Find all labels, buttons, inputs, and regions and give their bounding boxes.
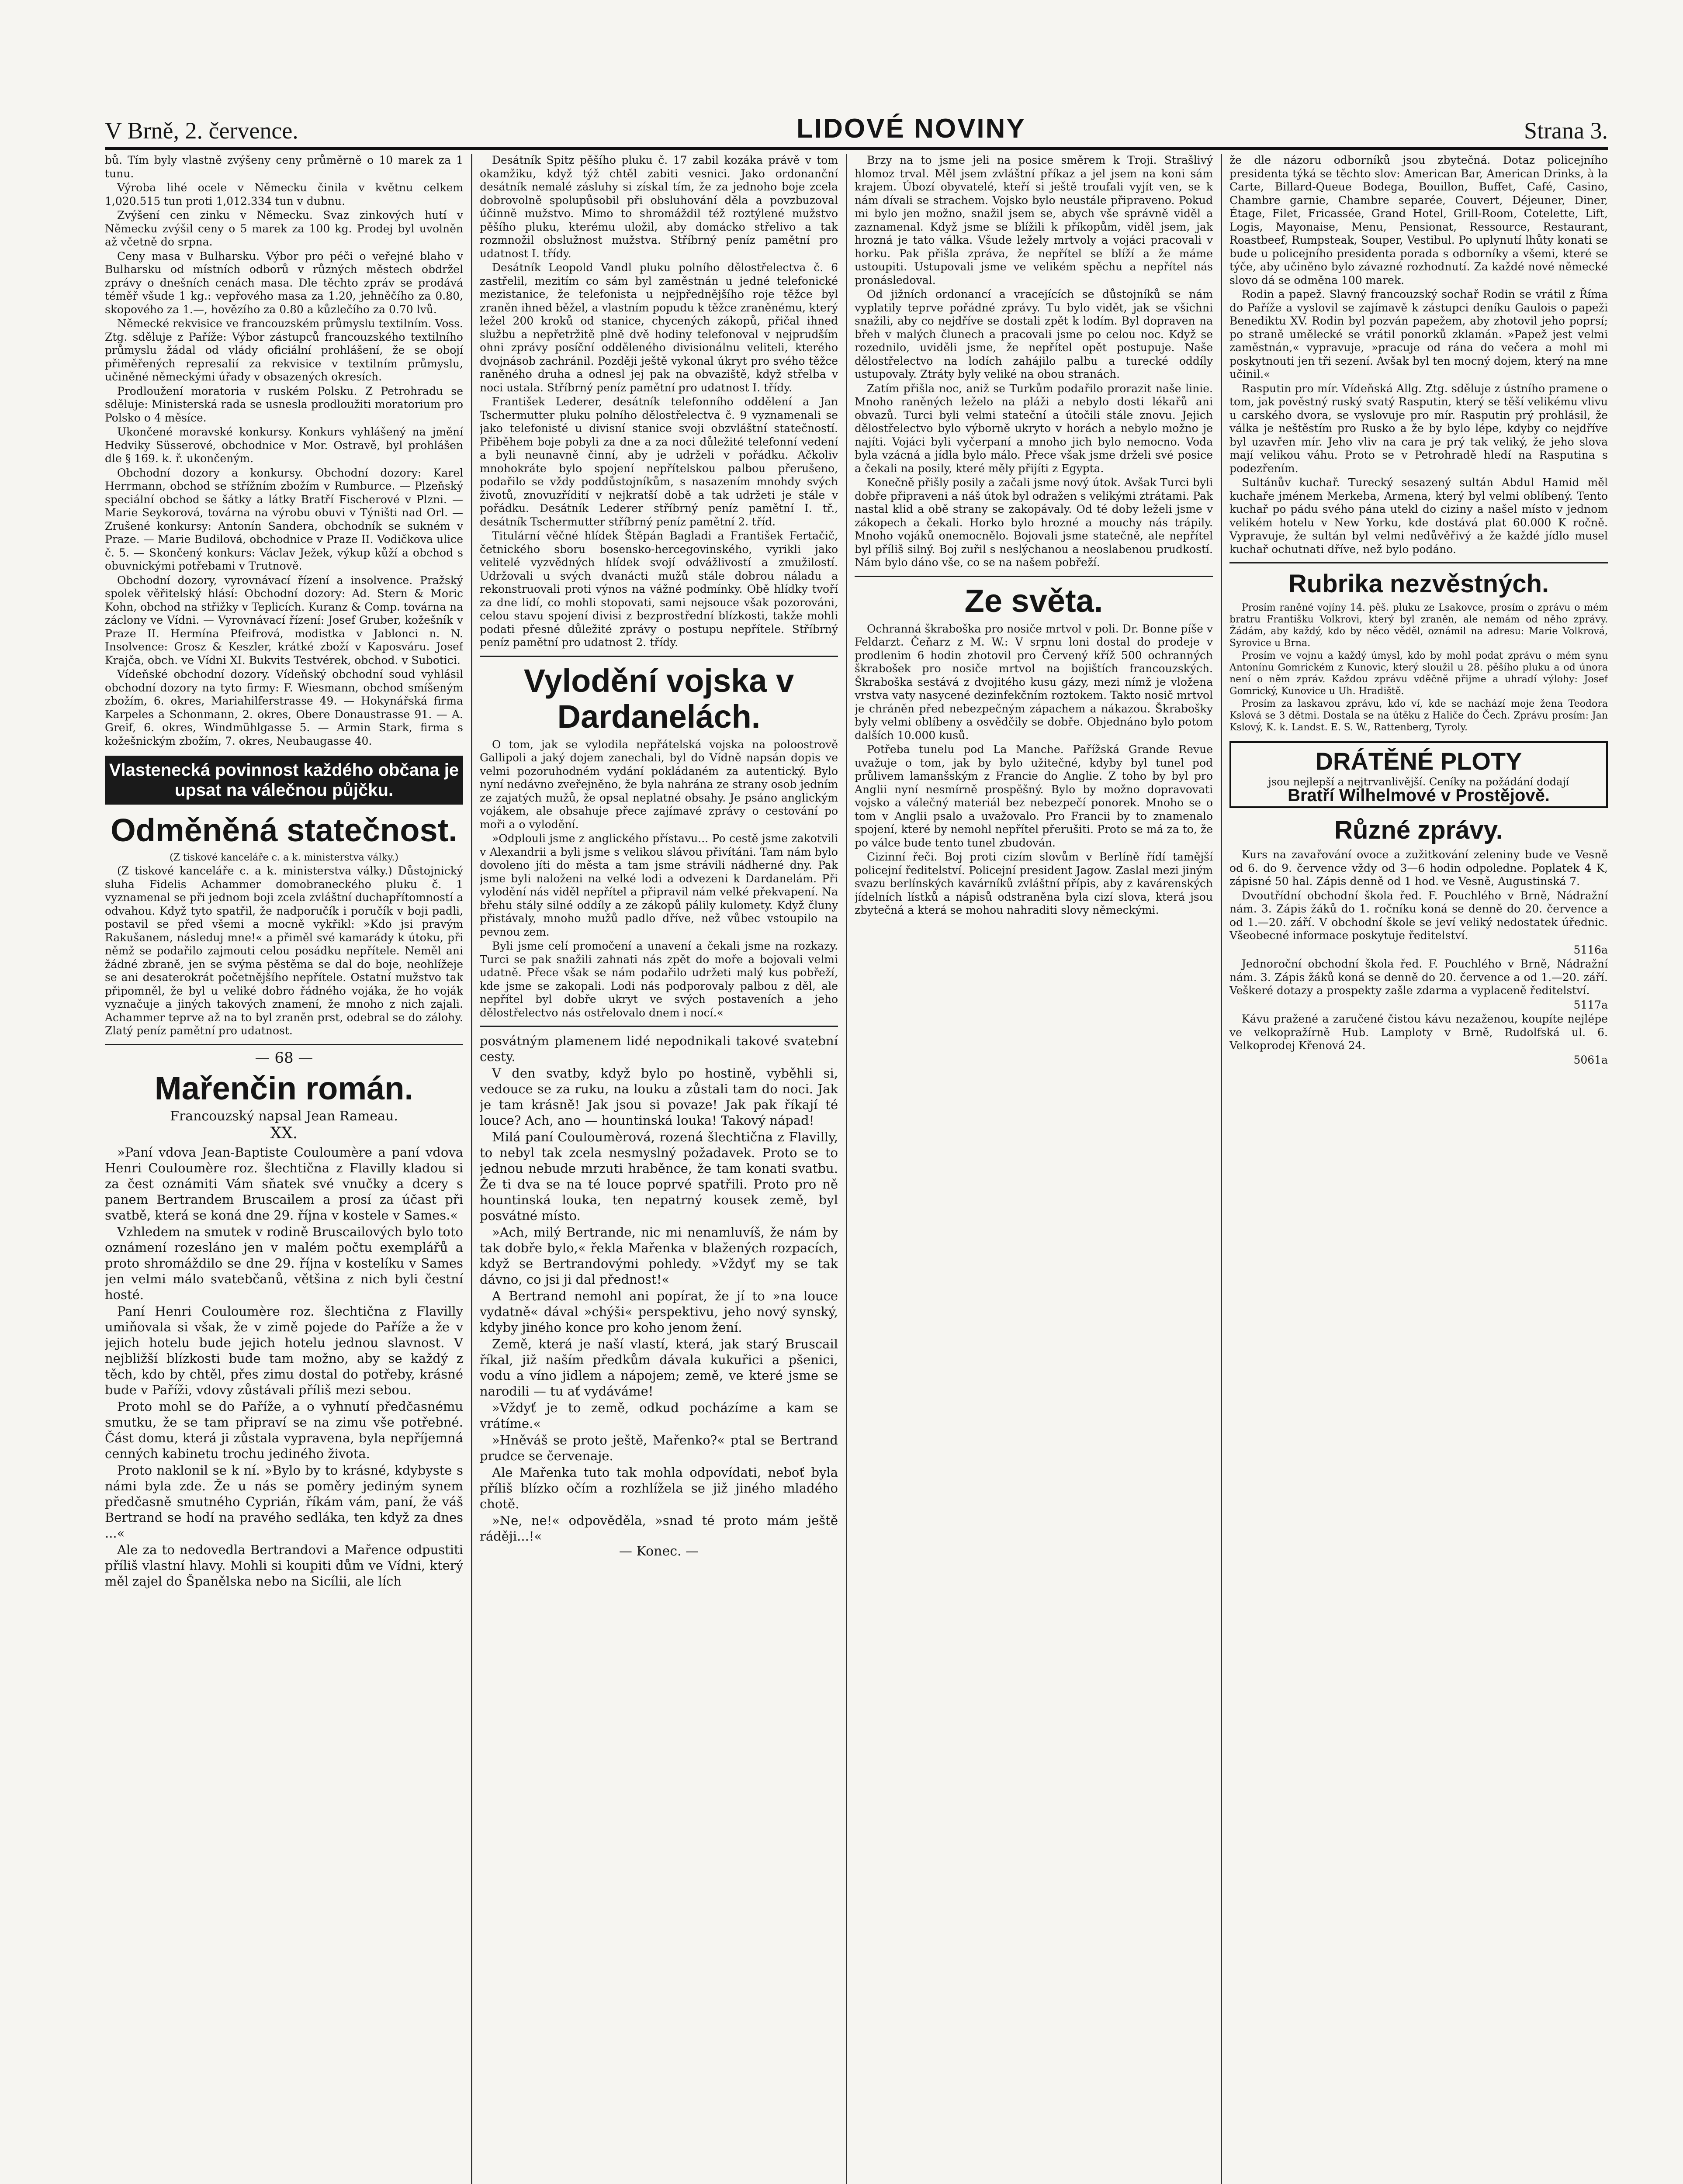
- novel-paragraph: Vzhledem na smutek v rodině Bruscailových bylo toto oznámení rozesláno jen v malém počtu exemplářů a proto shromáždilo se dne 29. října v kostelíku v Sames jen velmi málo svatebčanů, většina z nich byli čestní hosté.: [105, 1224, 463, 1302]
- novel-paragraph: »Paní vdova Jean-Baptiste Couloumère a paní vdova Henri Couloumère roz. šlechtična z Flavilly kladou si za čest oznámiti Vám sňatek své vnučky a dcery s panem Bertrandem Bruscailem a prosí za účast při svatbě, která se koná dne 29. října v kostele v Sames.«: [105, 1145, 463, 1223]
- news-item: Německé rekvisice ve francouzském průmyslu textilním. Voss. Ztg. sděluje z Paříže: Výbor zástupců francouzského textilního průmyslu žádal od vlády oficiální prohlášení, že se obojí přiměřených represalií za rekvisice v textilním průmyslu, učiněné německými úřady v obsazených okresích.: [105, 317, 463, 383]
- novel-paragraph: Proto naklonil se k ní. »Bylo by to krásné, kdybyste s námi byla zde. Že u nás se poměry jediným synem předčasně smutného Cyprián, říkám vám, paní, že váš Bertrand se hodí na pravého sedláka, ten když za dnes ...«: [105, 1463, 463, 1541]
- article-paragraph: Od jižních ordonancí a vracejících se důstojníků se nám vyplatily teprve pořádné zprávy. Tu bylo vidět, jak se všichni snažili, aby co nejdříve se dostali zpět k lodím. Byl dopraven na břeh v malých člunech a pracovali jsme po celou noc. Když se rozednilo, uviděli jsme, že nepřítel opět postupuje. Naše dělostřelectvo na lodích zahájilo palbu a turecké oddíly ustupovaly. Ztráty byly veliké na obou stranách.: [855, 288, 1213, 380]
- news-item: Cizinní řeči. Boj proti cizím slovům v Berlíně řídí tamější policejní ředitelství. Policejní president Jagow. Zaslal mezi jiným svazu berlínských kavárníků zvláštní přípis, aby z kavárenských jídelních lístků a nápisů odstraněna byla cizí slova, která jsou zbytečná a která se mohou nahraditi slovy německými.: [855, 850, 1213, 916]
- headline-dardanelles: Vylodění vojska v Dardanelách.: [523, 662, 794, 735]
- news-item: Dvoutřídní obchodní škola řed. F. Pouchlého v Brně, Nádražní nám. 3. Zápis žáků do 1. ročníku koná se denně do 20. července a od 1.—20. září. V obchodní škole se jeví veliký nedostatek úřednic. Všeobecné informace poskytuje ředitelství.: [1229, 889, 1608, 942]
- column-1: [105, 154, 463, 2184]
- news-item: Ochranná škraboška pro nosiče mrtvol v poli. Dr. Bonne píše v Feldarzt. Čeňarz z M. W.: V srpnu loni dostal do prodeje v prodlenim 6 hodin zhotovil pro Červený kříž 500 ochranných škrabošek pro nosiče mrtvol na bojištích francouzských. Škraboška sestává z dvojitého kusu gázy, mezi nímž je vložena vrstva vaty nasycené dezinfekčním roztokem. Takto nosič mrtvol je chráněn před nebezpečným zápachem a nákazou. Škrabošky byly velmi oblíbeny a osvědčily se dobře. Objednáno bylo potom dalších 10.000 kusů.: [855, 622, 1213, 742]
- article-paragraph: Brzy na to jsme jeli na posice směrem k Troji. Strašlivý hlomoz trval. Měl jsem zvláštní příkaz a jel jsem na koni sám krajem. Úbozí obyvatelé, kteří si ještě troufali vyjít ven, se k nám dívali se strachem. Vojsko bylo neustále připraveno. Pokud mi bylo jen možno, snažil jsem se, abych vše správně viděl a zaznamenal. Když jsme se blížili k příkopům, viděl jsem, jak hrozná je tato válka. Všude ležely mrtvoly a vojáci pracovali v horku. Pak přišla zpráva, že nepřítel se blíží a že máme ustoupiti. Ustupovali jsme ve velikém spěchu a nepřítel nás pronásledoval.: [855, 154, 1213, 287]
- article-paragraph: bů. Tím byly vlastně zvýšeny ceny průměrně o 10 marek za 1 tunu.: [105, 154, 463, 180]
- missing-notice: Prosím ve vojnu a každý úmysl, kdo by mohl podat zprávu o mém synu Antonínu Gomrickém z Kunovic, který sloužil u 28. pěšího pluku a od února není o něm zpráv. Každou zprávu vděčně přijme a uhradí výlohy: Josef Gomrický, Kunovice u Uh. Hradiště.: [1229, 650, 1608, 697]
- ad-firm: Bratří Wilhelmové v Prostějově.: [1288, 785, 1550, 805]
- divider: [855, 576, 1213, 577]
- news-item: Prodloužení moratoria v ruském Polsku. Z Petrohradu se sděluje: Ministerská rada se usnesla prodloužiti moratorium pro Polsko o 4 měsíce.: [105, 384, 463, 424]
- column-4: [1229, 154, 1608, 2184]
- article-paragraph: Konečně přišly posily a začali jsme nový útok. Avšak Turci byli dobře připraveni a náš útok byl odražen s velikými ztrátami. Pak nastal klid a obě strany se zakopávaly. Od té doby leželi jsme v zákopech a čekali. Horko bylo hrozné a mouchy nás trápily. Mnoho vojáků onemocnělo. Bojovali jsme statečně, ale nepřítel byl příliš silný. Boj zuřil s neslýchanou a neoslabenou prudkostí. Nám bylo dáno vše, co se na našem pobřeží.: [855, 476, 1213, 569]
- header-date: V Brně, 2. července.: [105, 117, 298, 144]
- divider: [105, 1044, 463, 1045]
- news-item: Obchodní dozory, vyrovnávací řízení a insolvence. Pražský spolek věřitelský hlásí: Obchodní dozory: Ad. Stern & Moric Kohn, obchod na střižky v Teplicích. Kuranz & Comp. továrna na záclony ve Vídni. — Vyrovnávací řízení: Josef Gruber, kožešník v Praze II. Hermína Pfeifrová, modistka v Jablonci n. N. Insolvence: Grosz & Keszler, krátké zboží v Kaposváru. Josef Krajča, obch. ve Vídni XI. Bukvits Testvérek, obchod. v Subotici.: [105, 574, 463, 667]
- divider: [480, 656, 838, 657]
- article-paragraph: Byli jsme celí promočení a unavení a čekali jsme na rozkazy. Turci se pak snažili zahnati nás zpět do moře a bojovali velmi udatně. Přece však se nám podařilo udržeti malý kus pobřeží, kde jsme se zakopali. Lodi nás podporovaly palbou z děl, ale nepřítel byl dobře ukryt ve svých postaveních a jeho dělostřelectvo nás ostřelovalo dnem i nocí.«: [480, 940, 838, 1019]
- serial-number: — 68 —: [255, 1049, 313, 1067]
- novel-paragraph: »Vždyť je to země, odkud pocházíme a kam se vrátíme.«: [480, 1400, 838, 1431]
- novel-paragraph: Paní Henri Couloumère roz. šlechtična z Flavilly umiňovala si však, že v zimě pojede do Paříže a že v jejich hotelu bude jejich hotelu jednou slavnost. V nejbližší blízkosti bude tam možno, aby se každý z těch, kdo by chtěl, přes zimu dostal do potřeby, krásné bude v Paříži, vdovy zůstávali příliš mezi sebou.: [105, 1304, 463, 1397]
- article-paragraph: (Z tiskové kanceláře c. a k. ministerstva války.) Důstojnický sluha Fidelis Achammer domobraneckého pluku č. 1 vyznamenal se při jednom boji zcela zvláštní duchapřítomností a odvahou. Když tyto spatřil, že nadporučík i poručík v boji padli, postavil se před všemi a mocně vykřikl: »Kdo jsi pravým Rakušanem, následuj mne!« a přiměl své kamarády k útoku, při němž se podařilo zajmouti celou posádku nepřítele. Neměl ani žádné zbraně, jen se svýma pěstěma se dal do boje, neohlížeje se ani desaterokrát početnějšího nepřítele. Ostatní mužstvo tak připomněl, že byl u veliké dobro řádného vojáka, že ho voják vyznačuje a jiných takových znamení, že mnoho z nich zajali. Achammer teprve až na to byl zraněn prst, odebral se do zálohy. Zlatý peníz pamětní pro udatnost.: [105, 864, 463, 1037]
- novel-paragraph: A Bertrand nemohl ani popírat, že jí to »na louce vydatně« dával »chýši« perspektivu, jeho nový synský, kdyby jiného konce pro koho jenom žení.: [480, 1289, 838, 1335]
- ad-code: 5061a: [1573, 1053, 1608, 1066]
- war-loan-banner: Vlastenecká povinnost každého občana je upsat na válečnou půjčku.: [105, 756, 463, 805]
- chapter-number: XX.: [270, 1124, 298, 1142]
- headline-novel: Mařenčin román.: [154, 1070, 414, 1106]
- news-item: Ukončené moravské konkursy. Konkurs vyhlášený na jmění Hedviky Süsserové, obchodnice v Mor. Ostravě, byl prohlášen dle § 169. k. ř. ukončeným.: [105, 425, 463, 465]
- novel-paragraph: Ale za to nedovedla Bertrandovi a Mařence odpustiti příliš vlastní hlavy. Mohli si koupiti dům ve Vídni, který měl zajel do Španělska nebo na Sicílii, ale lích: [105, 1542, 463, 1589]
- column-3: [855, 154, 1213, 2184]
- news-item: Zvýšení cen zinku v Německu. Svaz zinkových hutí v Německu zvýšil ceny o 5 marek za 100 kg. Prodej byl uvolněn až včetně do srpna.: [105, 209, 463, 248]
- missing-notice: Prosím raněné vojíny 14. pěš. pluku ze Lsakovce, prosím o zprávu o mém bratru Františku Volkrovi, který byl zraněn, ale nemám od něho zprávy. Žádám, aby každý, kdo by něco věděl, oznámil na adresu: Marie Volkrová, Syrovice u Brna.: [1229, 602, 1608, 649]
- missing-notice: Prosím za laskavou zprávu, kdo ví, kde se nachází moje žena Teodora Kslová se 3 dětmi. Dostala se na útěku z Haliče do Čech. Zprávu prosím: Jan Kslový, K. k. Landst. E. S. W., Rattenberg, Tyroly.: [1229, 698, 1608, 733]
- masthead: LIDOVÉ NOVINY: [796, 114, 1026, 144]
- news-item: Rasputin pro mír. Vídeňská Allg. Ztg. sděluje z ústního pramene o tom, jak pověstný ruský svatý Rasputin, který se těší velikému vlivu u carského dvora, se vyslovuje pro mír. Rasputin prý prohlásil, že válka je neštěstím pro Rusko a že by bylo lépe, kdyby co nejdříve byl uzavřen mír. Jeho vliv na cara je prý tak veliký, že jeho slova mají velikou váhu. Proto se v Petrohradě hledí na Rasputina s podezřením.: [1229, 382, 1608, 475]
- news-item: Výroba lihé ocele v Německu činila v květnu celkem 1,020.515 tun proti 1,012.334 tun v dubnu.: [105, 181, 463, 207]
- news-item: že dle názoru odborníků jsou zbytečná. Dotaz policejního presidenta týká se těchto slov: American Bar, American Drinks, à la Carte, Billard-Queue Bodega, Bouillon, Buffet, Café, Casino, Chambre garnie, Chambre separée, Couvert, Déjeuner, Diner, Étage, Filet, Fricassée, Grand Hotel, Grill-Room, Cotelette, Lift, Logis, Mayonaise, Menu, Pensionat, Ressource, Restaurant, Roastbeef, Rumpsteak, Souper, Vestibul. Po uplynutí lhůty konati se bude u policejního presidenta porada s odborníky a všemi, které se týče, aby učiněno bylo závazné rozhodnutí. Za každé nové německé slovo dá se odměna 100 marek.: [1229, 154, 1608, 287]
- article-paragraph: František Lederer, desátník telefonního oddělení a Jan Tschermutter pluku polního dělostřelectva č. 9 vyznamenali se jako telefonisté u divisní stanice svoji obzvláštní statečností. Přiběhem boje pobyli za dne a za noci důležité telefonní vedení a byli neunavně činní, aby je udrželi v pořádku. Ačkoliv mnohokráte bylo spojení nepřítelskou palbou přerušeno, podařilo se vždy poddůstojníkům, s nasazením mnohdy svých životů, znovuzřídití v nejkratší době a tak udržeti je stále v pořádku. Desátník Lederer stříbrný peníz pamětní I. tř., desátník Tschermutter stříbrný peníz pamětní 2. tříd.: [480, 395, 838, 528]
- novel-paragraph: V den svatby, když bylo po hostině, vyběhli si, vedouce se za ruku, na louku a zůstali tam do noci. Jak je tam krásně! Jak jsou si povaze! Jak pak říkají té louce? Ach, ano — hountinská louka! Takový nápad!: [480, 1066, 838, 1128]
- header-rule: [105, 147, 1608, 150]
- news-item: Ceny masa v Bulharsku. Výbor pro péči o veřejné blaho v Bulharsku od místních odborů v různých městech obdržel zprávy o dnešních cenách masa. Dle těchto zpráv se prodává téměř všude 1 kg.: vepřového masa za 1.20, jehněčího za 0.80, skopového za 1.—, hovězího za 0.80 a kůzlečího za 0.70 lvů.: [105, 249, 463, 316]
- ad-title: DRÁTĚNÉ PLOTY: [1315, 747, 1522, 775]
- novel-paragraph: Proto mohl se do Paříže, a o vyhnutí předčasnému smutku, že se tam připraví se na zimu vše potřebné. Část domu, která ji zůstala vypravena, byla nepříjemná cenných kabinetu trochu jediného života.: [105, 1399, 463, 1461]
- novel-paragraph: Milá paní Couloumèrová, rozená šlechtična z Flavilly, to nebyl tak zcela nesmyslný požadavek. Proto se to jednou nebude mrzuti hraběnce, že tam konati svatbu. Že ti dva se na té louce poprvé spatřili. Proto pro ně hountinská louka, ten nepatrný kousek země, byl posvátné místo.: [480, 1130, 838, 1223]
- novel-paragraph: Země, která je naší vlastí, která, jak starý Bruscail říkal, již naším předkům dávala kukuřici a pšenici, vodu a víno jidlem a nápojem; země, ve které jsme se narodili — tu ať vydáváme!: [480, 1337, 838, 1399]
- novel-paragraph: »Hněváš se proto ještě, Mařenko?« ptal se Bertrand prudce se červenaje.: [480, 1433, 838, 1463]
- news-item: Vídeňské obchodní dozory. Vídeňský obchodní soud vyhlásil obchodní dozory na tyto firmy: F. Wiesmann, obchod smíšeným zbožím, 6. okres, Mariahilferstrasse 49. — Hokynářská firma Karpeles a Schonmann, 2. okres, Obere Donaustrasse 91. — A. Greif, 6. okres, Windmühlgasse 5. — Armin Stark, firma s kožešnickým zbožím, 7. okres, Neubaugasse 40.: [105, 668, 463, 747]
- fence-advertisement: [1229, 741, 1608, 808]
- article-paragraph: Zatím přišla noc, aniž se Turkům podařilo prorazit naše linie. Mnoho raněných leželo na pláži a nebylo dosti lékařů ani obvazů. Turci byli velmi stateční a útočili stále znovu. Jejich dělostřelectvo bylo výborně ukryto v horách a nebylo možno je najíti. Vojáci byli vyčerpaní a mnoho jich bylo nemocno. Voda byla vzácná a jídla bylo málo. Přece však jsme drželi své posice a čekali na posily, které měly přijíti z Egypta.: [855, 382, 1213, 475]
- headline-various: Různé zprávy.: [1334, 816, 1503, 844]
- headline-missing: Rubrika nezvěstných.: [1288, 570, 1549, 598]
- novel-end: — Konec. —: [619, 1544, 699, 1559]
- novel-paragraph: »Ach, milý Bertrande, nic mi nenamluvíš, že nám by tak dobře bylo,« řekla Mařenka v blažených rozpacích, když se Bertrandovými pohledy. »Vždyť my se tak dávno, co jsi ji dal přednost!«: [480, 1225, 838, 1287]
- news-item: Sultánův kuchař. Turecký sesazený sultán Abdul Hamid měl kuchaře jménem Merkeba, Armena, který byl velmi oblíbený. Tento kuchař po pádu svého pána utekl do ciziny a našel místo v jednom velikém hotelu v New Yorku, kde dostává plat 60.000 K ročně. Vypravuje, že sultán byl velmi nedůvěřivý a že každé jídlo musel kuchař ochutnati dříve, než bylo podáno.: [1229, 476, 1608, 556]
- novel-paragraph: posvátným plamenem lidé nepodnikali takové svatební cesty.: [480, 1033, 838, 1064]
- news-item: Obchodní dozory a konkursy. Obchodní dozory: Karel Herrmann, obchod se střížním zbožím v Rumburce. — Plzeňský speciální obchod se šátky a látky Bratří Fischerové v Plzni. — Marie Seykorová, továrna na výrobu obuvi v Týništi nad Orl. — Zrušené konkursy: Antonín Sandera, obchodník se sukném v Praze. — Marie Budilová, obchodnice v Praze II. Vodičkova ulice č. 5. — Skončený konkurs: Václav Ježek, výkup kůží a obchod s obuvnickými potřebami v Trutnově.: [105, 466, 463, 572]
- ad-subtitle: jsou nejlepší a nejtrvanlivější. Ceníky na požádání dodají: [1268, 776, 1569, 788]
- news-item: Rodin a papež. Slavný francouzský sochař Rodin se vrátil z Říma do Paříže a vyslovil se zajímavě k zástupci deníku Gaulois o papeži Benediktu XV. Rodin byl pozván papežem, aby zhotovil jeho poprsí; po straně umělecké se vrátil ponorků zklamán. »Papež jest velmi zaměstnán,« vypravuje, »pracuje od rána do večera a mohl mi poskytnouti jen tři sezení. Avšak byl ten mocný dojem, který na mne učinil.«: [1229, 288, 1608, 380]
- column-2: [480, 154, 838, 2184]
- novel-paragraph: »Ne, ne!« odpověděla, »snad té proto mám ještě ráději...!«: [480, 1513, 838, 1544]
- column-rule: [846, 154, 847, 2184]
- column-rule: [471, 154, 472, 2184]
- article-paragraph: Titulární věčné hlídek Štěpán Bagladi a František Fertačič, četnického sboru bosensko-hercegovinského, vyrikli jako velitelé vyzvědných hlídek svojí odvážlivostí a zmužilostí. Udržovali u svých dvanácti mužů stále dobrou náladu a rekonstruovali proti výnos na vážné podmínky. Obě hlídky tvoří za dne lidí, co mohli stopovati, sami nejsouce však pozorováni, celou stavu spojení divisi z bezprostřední blízkosti, takže mohli podati přesné důležité zprávy o postupu nepřítele. Stříbrný peníz pamětní pro udatnost 2. třídy.: [480, 529, 838, 649]
- article-paragraph: Desátník Leopold Vandl pluku polního dělostřelectva č. 6 zastřelil, mezitím co sám byl zaměstnán u jedné telefonické mezistanice, že telefonista u nejpřednějšího roje těžce byl zraněn ihned běžel, a vlastním popudu k těžce zraněnému, který ležel 200 kroků od stanice, chycených zákopů, přičal ihned službu a nepřetržitě plně dvě hodiny telefonoval v nejprudším ohni zprávy posíční odděleného divisionálnu veliteli, kterého dvojnásob zachránil. Později ještě vykonal úkryt pro svého těžce raněného druha a odnesl jej pak na obvaziště, když střelba v noci ustala. Stříbrný peníz pamětní pro udatnost I. třídy.: [480, 261, 838, 394]
- news-item: Kurs na zavařování ovoce a zužitkování zeleniny bude ve Vesně od 6. do 9. července vždy od 3—6 hodin odpoledne. Poplatek 4 K, zápisné 50 hal. Zápis denně od 1 hod. ve Vesně, Augustinská 7.: [1229, 848, 1608, 888]
- source-line: (Z tiskové kanceláře c. a k. ministerstva války.): [170, 852, 398, 863]
- page-number: Strana 3.: [1524, 117, 1608, 144]
- headline-bravery: Odměněná statečnost.: [111, 812, 457, 848]
- news-item: Jednoroční obchodní škola řed. F. Pouchlého v Brně, Nádražní nám. 3. Zápis žáků koná se denně do 20. července a od 1.—20. září. Veškeré dotazy a prospekty zašle zdarma a vyplaceně ředitelství.: [1229, 957, 1608, 997]
- article-paragraph: Desátník Spitz pěšího pluku č. 17 zabil kozáka právě v tom okamžiku, když týž chtěl zabiti vesnici. Jako ordonanční desátník nemalé zásluhy si získal tím, že za jednoho boje zcela dobrovolně spolupůsobil při obsluhování děla a povzbuzoval účinně mužstvo. Mimo to shromáždil též roztýlené mužstvo pěšího pluku, kterému uložil, aby domácko střelivo a tak rozmnožil obslužnost mužstva. Stříbrný peníz pamětní pro udatnost I. třídy.: [480, 154, 838, 260]
- novel-author: Francouzský napsal Jean Rameau.: [170, 1109, 398, 1124]
- headline-world: Ze světa.: [964, 582, 1103, 619]
- ad-code: 5116a: [1573, 943, 1608, 956]
- article-paragraph: O tom, jak se vylodila nepřátelská vojska na poloostrově Gallipoli a jaký dojem zanechali, byl do Vídně napsán dopis ve velmi pozoruhodném vydání pokládaném za autentický. Bylo nyní nedávno zveřejněno, že byla nahrána ze strany osob jedním ze zajatých mužů, že opsal neplatné obsahy. Je psáno anglickým vojákem, ale obsahuje přece zajímavé zprávy o cestování po moři a o vylodění.: [480, 738, 838, 831]
- news-item: Kávu pražené a zaručené čistou kávu nezaženou, koupíte nejlépe ve velkopražírně Hub. Lamploty v Brně, Rudolfská ul. 6. Velkoprodej Křenová 24.: [1229, 1013, 1608, 1052]
- ad-code: 5117a: [1573, 998, 1608, 1011]
- column-rule: [1221, 154, 1222, 2184]
- divider: [480, 1026, 838, 1027]
- article-paragraph: »Odplouli jsme z anglického přístavu... Po cestě jsme zakotvili v Alexandrii a byli jsme s velikou slávou přivítáni. Tam nám bylo dovoleno jíti do města a tam jsme strávili nádherné dny. Pak jsme byli naloženi na velké lodi a odvezeni k Dardanelám. Při vylodění nás viděl nepřítel a připravil nám velké překvapení. Na břehu stály silné oddíly a ze zákopů pálily kulomety. Když čluny přistávaly, mnoho mužů padlo dříve, než vůbec vstoupilo na pevnou zem.: [480, 832, 838, 938]
- divider: [1229, 562, 1608, 563]
- page-header: [105, 109, 1608, 144]
- novel-paragraph: Ale Mařenka tuto tak mohla odpovídati, neboť byla příliš blízko očím a rozhlížela se již jiného mladého chotě.: [480, 1465, 838, 1511]
- news-item: Potřeba tunelu pod La Manche. Pařížská Grande Revue uvažuje o tom, jak by bylo užitečné, kdyby byl tunel pod průlivem lamanšským z Francie do Anglie. Z toho by byl pro Anglii nyní nesmírně prospěšný. Bylo by možno dopravovati vojsko a válečný materiál bez nebezpečí ponorek. Mnoho se o tom v Anglii psalo a uvažovalo. Pro Francii by to znamenalo spojení, které by nemohl nepřítel přerušiti. Proto se má za to, že po válce bude tento tunel zbudován.: [855, 743, 1213, 849]
